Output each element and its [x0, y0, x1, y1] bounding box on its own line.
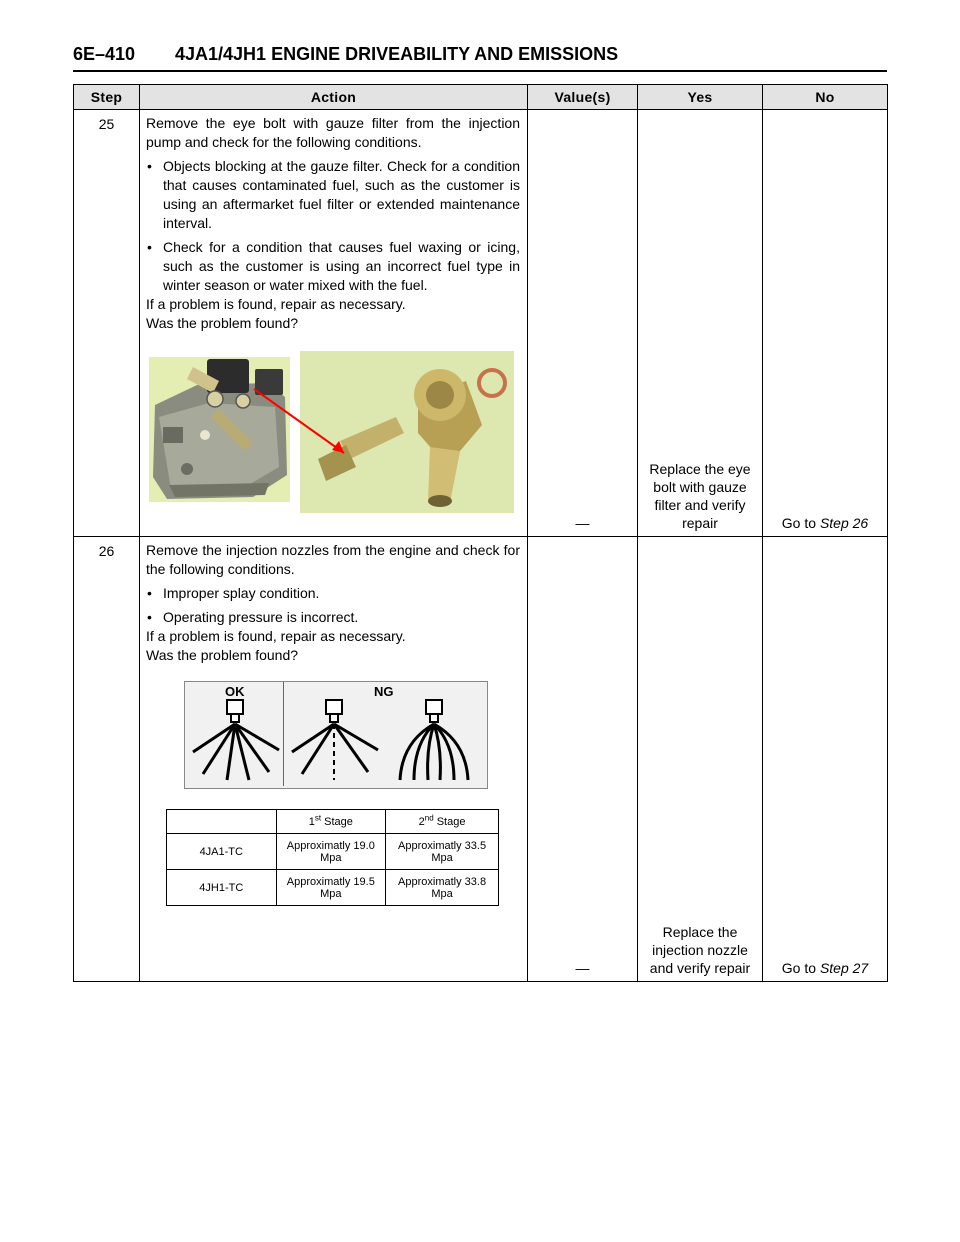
stage1-pressure: Approximatly 19.0 Mpa	[276, 834, 386, 870]
list-item: • Objects blocking at the gauze filter. Check for a condition that causes contaminated fuel, such as the customer is using an aftermarket fuel filter or extended maintenance interval.	[146, 157, 520, 233]
ng-label: NG	[374, 684, 394, 699]
model-cell: 4JA1-TC	[167, 834, 277, 870]
page-number: 6E–410	[73, 44, 136, 64]
stage2-suffix: nd	[424, 812, 434, 822]
repair-instruction: If a problem is found, repair as necessary.	[146, 296, 406, 312]
list-item: • Check for a condition that causes fuel waxing or icing, such as the customer is using an incorrect fuel type in winter season or water mixed with the fuel.	[146, 238, 520, 295]
stage2-pressure: Approximatly 33.8 Mpa	[386, 870, 499, 906]
model-cell: 4JH1-TC	[167, 870, 277, 906]
table-row-step-26	[74, 537, 888, 982]
stage1-word: Stage	[324, 815, 353, 828]
question-text: Was the problem found?	[146, 647, 299, 663]
pressure-header-stage1	[276, 810, 386, 834]
no-prefix: Go to	[781, 515, 817, 531]
step-number: 26	[74, 537, 140, 982]
stage2-word: Stage	[436, 815, 466, 828]
next-step-link[interactable]: Step 27	[819, 960, 869, 976]
ok-label: OK	[225, 684, 245, 699]
table-row-step-25	[74, 110, 888, 537]
page-header	[73, 44, 887, 70]
no-cell	[763, 537, 888, 982]
stage2-number: 2	[418, 815, 425, 828]
pressure-header-blank	[167, 810, 277, 834]
diagnostic-table	[73, 84, 888, 982]
yes-cell: Replace the eye bolt with gauze filter and verify repair	[638, 110, 763, 537]
ng-pattern	[284, 682, 486, 786]
pointer-arrow	[146, 347, 516, 515]
value-cell: —	[528, 537, 638, 982]
pressure-header-stage2	[386, 810, 499, 834]
no-prefix: Go to	[781, 960, 817, 976]
column-header-values: Value(s)	[528, 85, 638, 110]
action-cell	[140, 537, 528, 982]
ok-pattern	[185, 682, 284, 786]
eye-bolt-figure	[146, 347, 520, 515]
pressure-header-row	[167, 810, 499, 834]
table-row	[167, 870, 499, 906]
condition-list	[146, 157, 520, 295]
pressure-table	[166, 809, 499, 906]
stage1-pressure: Approximatly 19.5 Mpa	[276, 870, 386, 906]
action-intro: Remove the injection nozzles from the engine and check for the following conditions.	[146, 542, 520, 577]
condition-list	[146, 584, 520, 627]
action-cell	[140, 110, 528, 537]
spray-pattern-figure	[146, 681, 520, 797]
table-header-row	[74, 85, 888, 110]
action-intro: Remove the eye bolt with gauze filter from the injection pump and check for the following conditions.	[146, 115, 520, 150]
page-title: 4JA1/4JH1 ENGINE DRIVEABILITY AND EMISSIONS	[175, 44, 619, 64]
list-item: • Improper splay condition.	[146, 584, 520, 603]
list-item: • Operating pressure is incorrect.	[146, 608, 520, 627]
next-step-link[interactable]: Step 26	[819, 515, 869, 531]
value-cell: —	[528, 110, 638, 537]
spray-pattern-diagram	[184, 681, 488, 789]
question-text: Was the problem found?	[146, 315, 299, 331]
column-header-no: No	[763, 85, 888, 110]
stage1-number: 1	[308, 815, 315, 828]
table-row	[167, 834, 499, 870]
stage1-suffix: st	[314, 812, 322, 822]
column-header-yes: Yes	[638, 85, 763, 110]
repair-instruction: If a problem is found, repair as necessary.	[146, 628, 406, 644]
column-header-action: Action	[140, 85, 528, 110]
column-header-step: Step	[74, 85, 140, 110]
yes-cell: Replace the injection nozzle and verify repair	[638, 537, 763, 982]
step-number: 25	[74, 110, 140, 537]
header-rule	[73, 70, 887, 72]
stage2-pressure: Approximatly 33.5 Mpa	[386, 834, 499, 870]
no-cell	[763, 110, 888, 537]
